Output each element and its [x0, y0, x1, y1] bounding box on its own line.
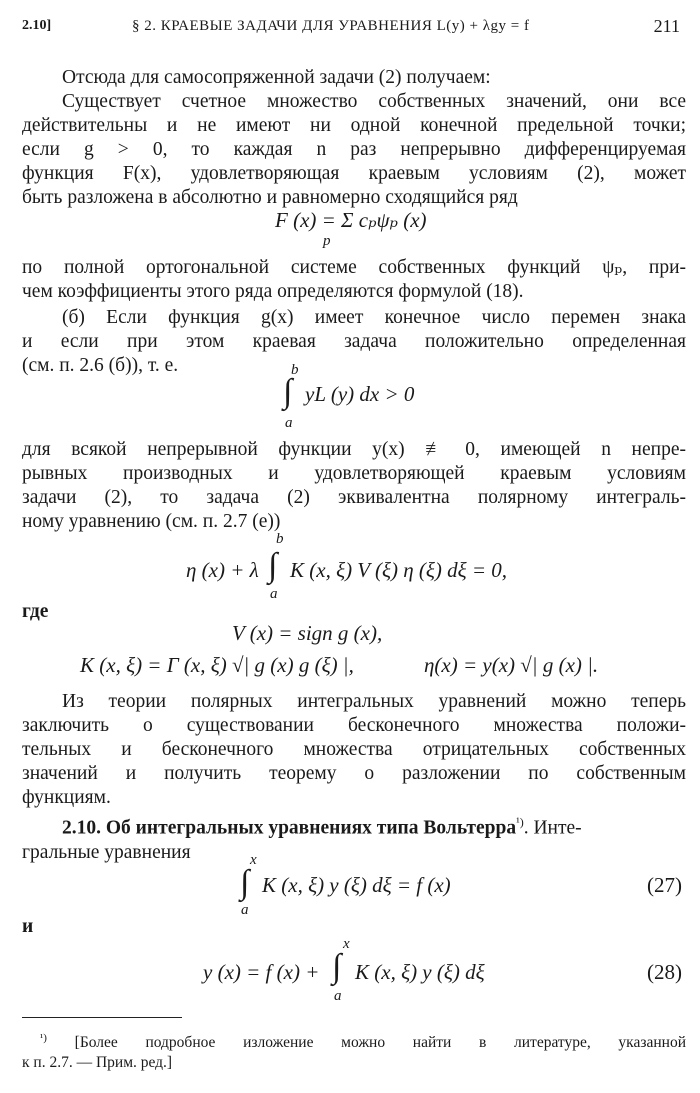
and-label: и [22, 916, 34, 937]
formula-volterra-first-kind: K (x, ξ) y (ξ) dξ = f (x) [262, 873, 451, 897]
where-label: где [22, 601, 49, 622]
footnote-divider [22, 1017, 182, 1018]
header-title: § 2. КРАЕВЫЕ ЗАДАЧИ ДЛЯ УРАВНЕНИЯ L(y) + λgy = f [132, 18, 530, 34]
section-volterra: 2.10. Об интегральных уравнениях типа Вольтерра$^{^1)}$. Инте- гральные уравнения [22, 815, 582, 863]
integral-lower-limit: a [241, 902, 249, 918]
footnote-marker: ¹) [516, 815, 524, 829]
integral-upper-limit: b [291, 362, 299, 378]
formula-volterra-second-kind: K (x, ξ) y (ξ) dξ [355, 960, 485, 984]
paragraph-polar-equation: для всякой непрерывной функции y(x) ≢ 0, имеющей n непре- рывных производных и удовлетворяющей краевым условиям задачи (2), то задача (2) эквивалентна полярному интеграль- ному уравнению (см. п. 2.7 (е)) [22, 439, 686, 532]
section-ref: 2.10] [22, 18, 52, 33]
equation-number-27: (27) [647, 873, 682, 897]
integral-lower-limit: a [285, 415, 293, 431]
paragraph-self-adjoint: Отсюда для самосопряженной задачи (2) получаем: Существует счетное множество собственных значений, они все действительны и не имеют ни одной конечной предельной точки; если g > 0, то каждая n раз непрерывно дифференцируемая функция F(x), удовлетворяющая краевым условиям (2), может быть разложена в абсолютно и равномерно сходящийся ряд [22, 67, 686, 208]
formula-series-index: p [323, 233, 331, 249]
integral-sign: ∫ [240, 864, 250, 901]
integral-sign: ∫ [268, 547, 278, 584]
equation-number-28: (28) [647, 960, 682, 984]
formula-positive-definite: yL (y) dx > 0 [305, 382, 415, 406]
formula-volterra-left: y (x) = f (x) + [203, 960, 320, 984]
footnote: $^{^1)}$ [Более подробное изложение можно найти в литературе, указанной к п. 2.7. — Прим. ред.] [22, 1032, 686, 1072]
formula-sign-function: V (x) = sign g (x), [232, 621, 383, 645]
integral-lower-limit: a [270, 586, 278, 602]
page-number: 211 [653, 16, 680, 36]
formula-polar-integral: K (x, ξ) V (ξ) η (ξ) dξ = 0, [290, 558, 508, 582]
formula-eta: η(x) = y(x) √| g (x) |. [424, 653, 599, 677]
integral-upper-limit: b [276, 531, 284, 547]
integral-sign: ∫ [332, 948, 342, 985]
section-heading: 2.10. Об интегральных уравнениях типа Вольтерра [62, 817, 517, 839]
paragraph-sign-changes: (б) Если функция g(x) имеет конечное число перемен знака и если при этом краевая задача положительно определенная (см. п. 2.6 (б)), т. е. [22, 307, 686, 376]
integral-sign: ∫ [283, 373, 293, 410]
paragraph-orthogonal-system: по полной ортогональной системе собственных функций ψₚ, при- чем коэффициенты этого ряда определяются формулой (18). [22, 257, 686, 302]
running-header [22, 16, 684, 40]
paragraph-polar-theory: Из теории полярных интегральных уравнений можно теперь заключить о существовании бесконечного множества положи- тельных и бесконечного множества отрицательных собственных значений и получить теорему о разложении по собственным функциям. [22, 691, 686, 808]
formula-polar-left: η (x) + λ [186, 558, 259, 582]
formula-series-expansion: F (x) = Σ cₚψₚ (x) [275, 208, 427, 232]
formula-kernel: K (x, ξ) = Γ (x, ξ) √| g (x) g (ξ) |, [80, 653, 354, 677]
integral-upper-limit: x [343, 936, 350, 952]
integral-lower-limit: a [334, 988, 342, 1004]
integral-upper-limit: x [250, 852, 257, 868]
